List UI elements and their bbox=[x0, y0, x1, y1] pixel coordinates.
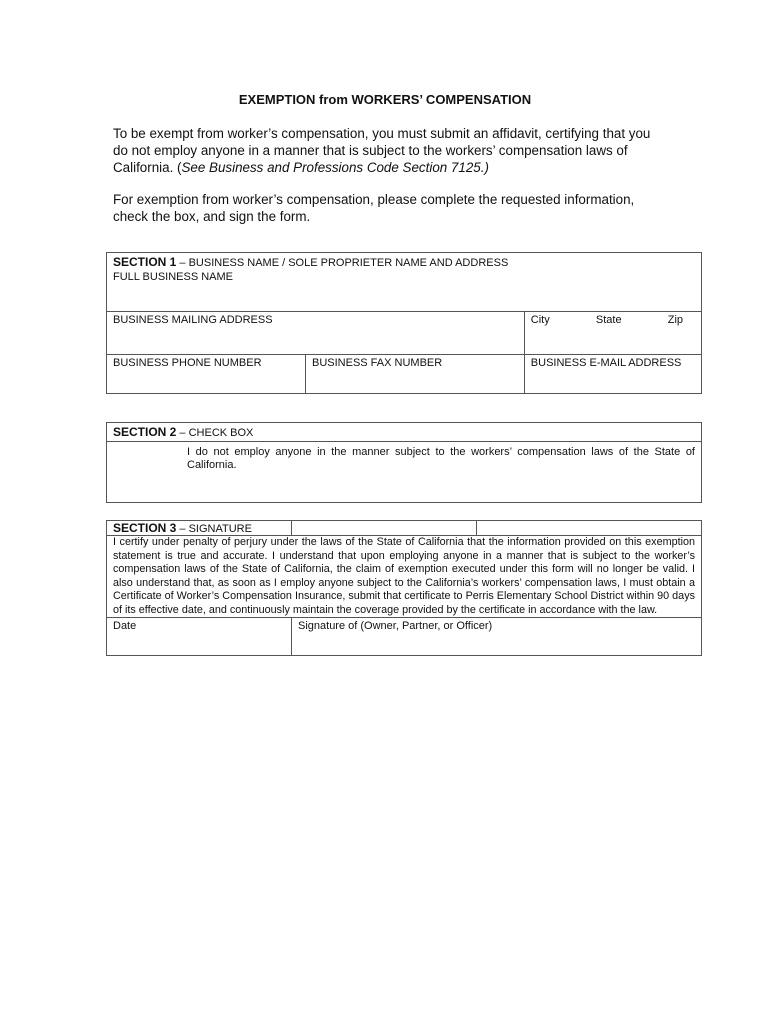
section-2-header bbox=[107, 423, 702, 442]
city-state-zip-field[interactable] bbox=[524, 312, 701, 355]
full-business-name-label: FULL BUSINESS NAME bbox=[113, 271, 234, 283]
form-title: EXEMPTION from WORKERS’ COMPENSATION bbox=[238, 92, 532, 107]
phone-field[interactable] bbox=[107, 355, 306, 394]
email-label: BUSINESS E-MAIL ADDRESS bbox=[530, 357, 682, 369]
section-3-table bbox=[106, 520, 702, 656]
phone-label: BUSINESS PHONE NUMBER bbox=[113, 357, 262, 369]
city-label: City bbox=[530, 314, 550, 326]
signature-field[interactable] bbox=[292, 618, 702, 656]
section-3-heading: SECTION 3 bbox=[113, 521, 177, 535]
signature-label: Signature of (Owner, Partner, or Officer) bbox=[298, 620, 493, 632]
section-2-heading: SECTION 2 bbox=[113, 425, 177, 439]
mailing-address-label: BUSINESS MAILING ADDRESS bbox=[113, 314, 273, 326]
intro-citation: See Business and Professions Code Section 7125.) bbox=[181, 160, 489, 175]
section-1-table bbox=[106, 252, 702, 394]
section-1-header bbox=[107, 253, 702, 270]
zip-label: Zip bbox=[667, 314, 683, 326]
intro-paragraph bbox=[113, 125, 663, 176]
section-1-heading: SECTION 1 bbox=[113, 255, 177, 269]
section-1-subtitle: – BUSINESS NAME / SOLE PROPRIETER NAME AND ADDRESS bbox=[176, 257, 509, 269]
section-3-subtitle: – SIGNATURE bbox=[176, 523, 252, 535]
full-business-name-field[interactable] bbox=[107, 269, 702, 312]
fax-label: BUSINESS FAX NUMBER bbox=[312, 357, 443, 369]
section-3-header-blank-1 bbox=[292, 521, 477, 536]
date-label: Date bbox=[113, 620, 137, 632]
mailing-address-field[interactable] bbox=[107, 312, 525, 355]
certification-text: I certify under penalty of perjury under the laws of the State of California that the information provided on this exemption statement is true and accurate. I understand that upon employing anyone in a manner that is subject to the worker’s compensation laws of the State of California, the claim of exemption executed under this form will no longer be valid. I also understand that, as soon as I employ anyone subject to the California’s workers’ compensation laws, I must obtain a Certificate of Worker’s Compensation Insurance, submit that certificate to Perris Elementary School District within 90 days of its effective date, and continuously maintain the coverage provided by the certificate in accordance with the law. bbox=[107, 536, 702, 618]
fax-field[interactable] bbox=[306, 355, 525, 394]
date-field[interactable] bbox=[107, 618, 292, 656]
exemption-statement: I do not employ anyone in the manner subject to the workers’ compensation laws of the State of California. bbox=[179, 442, 702, 503]
state-label: State bbox=[595, 314, 622, 326]
section-3-header-blank-2 bbox=[477, 521, 702, 536]
instructions-paragraph: For exemption from worker’s compensation, please complete the requested information, check the box, and sign the form. bbox=[113, 192, 635, 224]
section-2-subtitle: – CHECK BOX bbox=[176, 427, 254, 439]
exemption-checkbox[interactable] bbox=[107, 442, 180, 503]
section-3-header bbox=[107, 521, 292, 536]
section-2-table bbox=[106, 422, 702, 503]
intro-text: To be exempt from worker’s compensation, you must submit an affidavit, certifying that you do not employ anyone in a manner that is subject to the workers’ compensation laws of California. ( bbox=[113, 126, 651, 175]
email-field[interactable] bbox=[524, 355, 701, 394]
